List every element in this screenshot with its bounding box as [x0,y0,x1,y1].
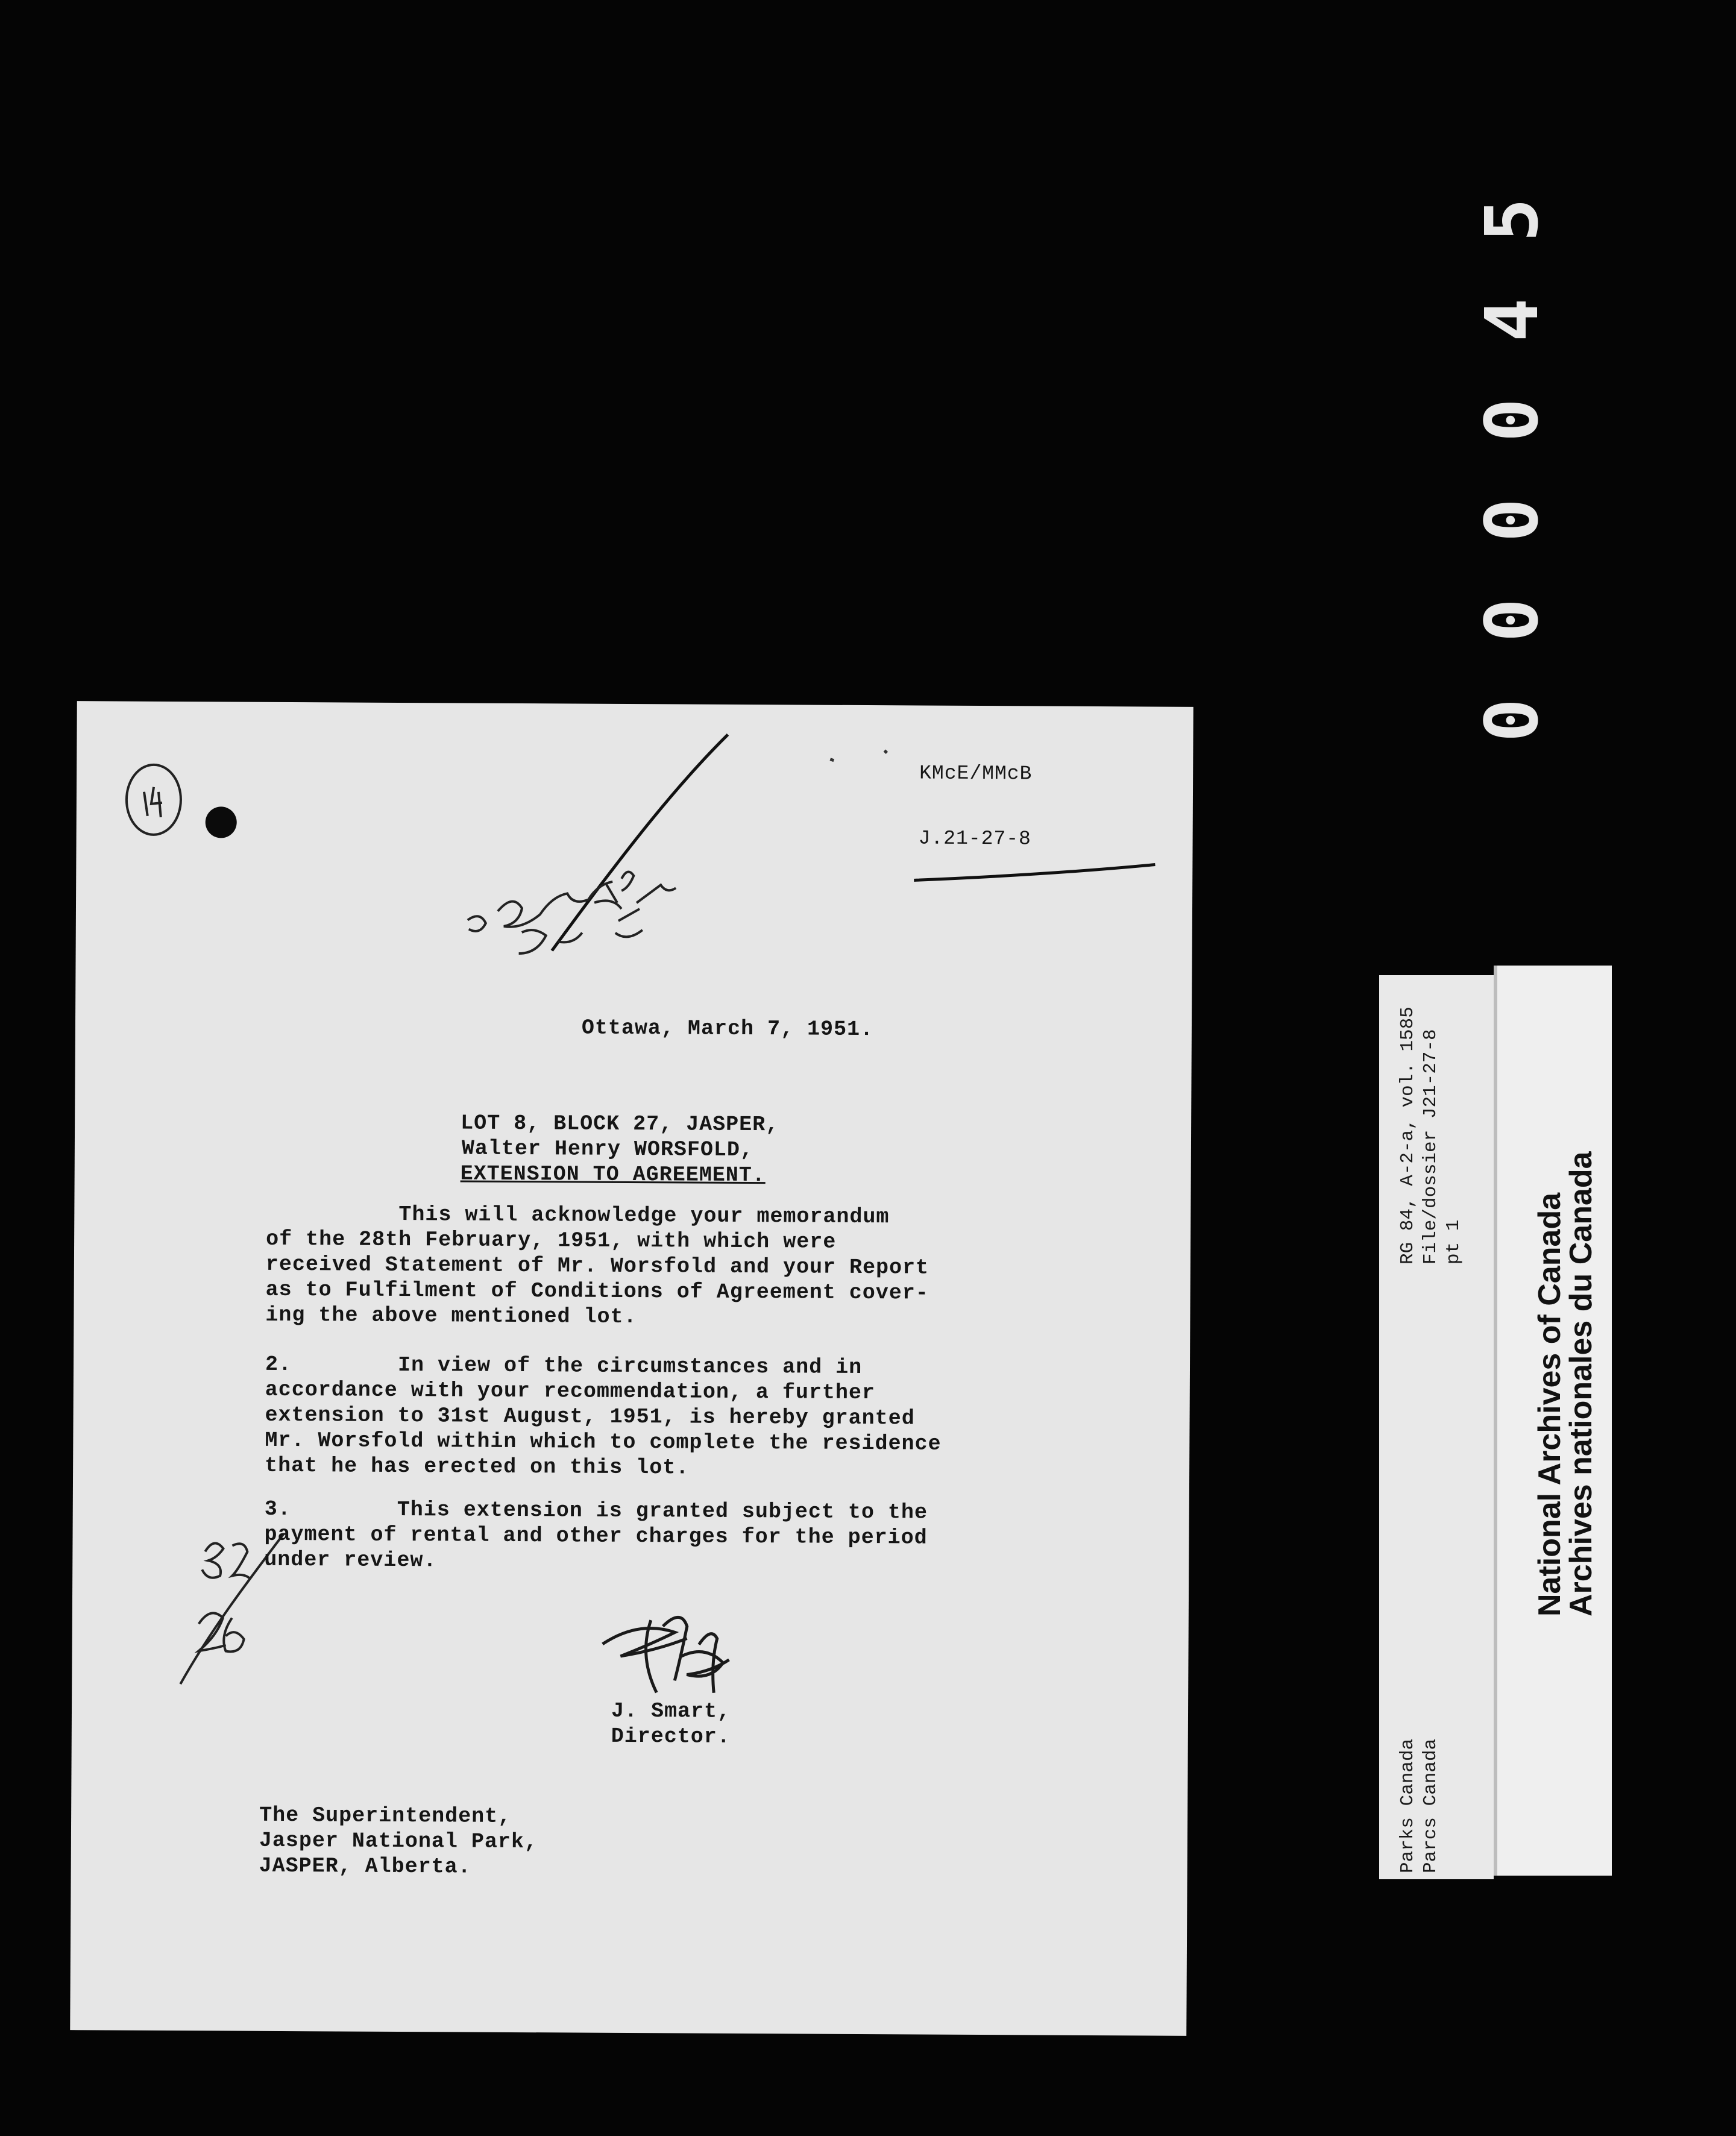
frame-digit: 4 [1471,298,1555,342]
frame-digit: 5 [1471,198,1555,242]
frame-digit: 0 [1471,498,1555,542]
file-reference: J.21-27-8 [918,827,1031,850]
body-line: received Statement of Mr. Worsfold and your Report [265,1252,929,1280]
body-line: accordance with your recommendation, a further [265,1377,876,1406]
margin-mark-83 [202,1543,250,1578]
label-institution-panel [1494,966,1612,1876]
label-reference-panel [1379,975,1494,1879]
address-line: JASPER, Alberta. [259,1853,471,1879]
creator-line: Parcs Canada [1420,1738,1441,1873]
body-line: under review. [264,1547,437,1573]
folio-14-handwriting [144,787,162,817]
archive-reference-line: RG 84, A-2-a, vol. 1585 [1397,1007,1418,1264]
address-line: The Superintendent, [259,1803,512,1829]
body-line: as to Fulfilment of Conditions of Agreement cover- [265,1277,929,1305]
signatory-title: Director. [611,1724,731,1749]
signature-scrawl [602,1617,729,1693]
date-line: Ottawa, March 7, 1951. [581,1016,874,1042]
frame-digit: 0 [1471,598,1555,642]
address-line: Jasper National Park, [259,1828,538,1855]
letter-page [70,701,1194,2036]
subject-line-1: LOT 8, BLOCK 27, JASPER, [461,1111,779,1137]
body-line: extension to 31st August, 1951, is hereby granted [265,1403,915,1431]
body-line: of the 28th February, 1951, with which were [266,1227,837,1254]
file-reference-underline [914,863,1155,881]
signatory-name: J. Smart, [611,1698,731,1724]
frame-digit: 0 [1471,398,1555,442]
body-line: Mr. Worsfold within which to complete the residence [265,1428,942,1456]
long-slash-stroke [552,733,728,952]
body-line: 3. This extension is granted subject to the [264,1497,928,1525]
punch-hole [206,806,237,838]
typist-initials: KMcE/MMcB [919,762,1033,785]
institution-name-en: National Archives of Canada [1532,1192,1567,1616]
archival-label [1379,975,1608,1879]
subject-line-2: Walter Henry WORSFOLD, [461,1136,754,1163]
archive-reference-line: File/dossier J21-27-8 [1420,1029,1441,1264]
ink-dot [830,750,887,761]
scribbled-notation [468,871,676,954]
creator-line: Parks Canada [1397,1738,1418,1873]
body-line: ing the above mentioned lot. [265,1302,637,1330]
archive-reference-line: pt 1 [1443,1219,1464,1264]
body-line: 2. In view of the circumstances and in [265,1352,863,1380]
body-line: that he has erected on this lot. [265,1453,690,1480]
body-line: This will acknowledge your memorandum [266,1201,890,1230]
frame-digit: 0 [1471,698,1555,743]
film-frame-number [1471,175,1555,765]
body-line: payment of rental and other charges for the period [264,1522,928,1550]
subject-line-3: EXTENSION TO AGREEMENT. [460,1161,766,1188]
institution-name-fr: Archives nationales du Canada [1564,1151,1599,1616]
circled-folio-mark [127,765,181,835]
